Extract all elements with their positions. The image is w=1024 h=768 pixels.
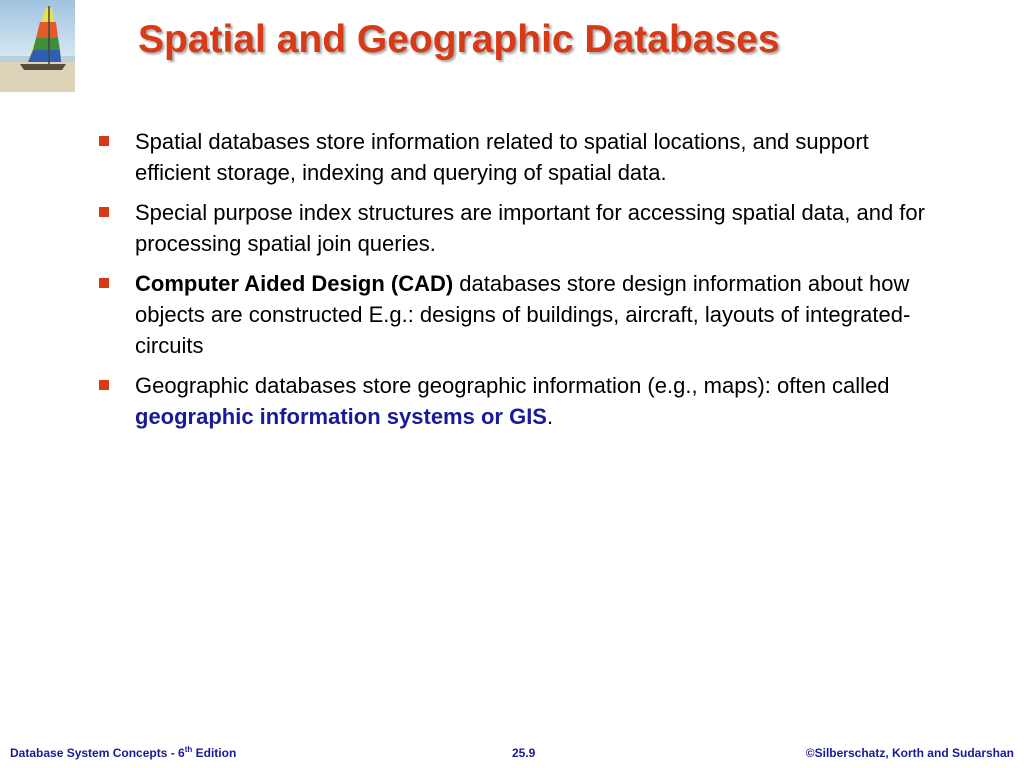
bullet-text: Special purpose index structures are important for accessing spatial data, and for processing spatial join queries. (135, 200, 925, 256)
sailboat-logo-icon (0, 0, 75, 92)
bullet-item (96, 268, 936, 361)
footer-copyright: ©Silberschatz, Korth and Sudarshan (805, 746, 1014, 760)
footer-book-title (10, 746, 236, 760)
square-bullet-icon (99, 380, 109, 390)
bullet-item (96, 197, 936, 259)
bullet-text: Spatial databases store information related to spatial locations, and support efficient storage, indexing and querying of spatial data. (135, 129, 869, 185)
footer-page-number: 25.9 (512, 746, 536, 760)
gis-highlight: geographic information systems or GIS (135, 404, 547, 429)
footer-book-sup: th (184, 745, 193, 754)
bullet-list (96, 126, 936, 441)
square-bullet-icon (99, 278, 109, 288)
bullet-item (96, 126, 936, 188)
bullet-bold-lead: Computer Aided Design (CAD) (135, 271, 454, 296)
footer-book-main: Database System Concepts - 6 (10, 746, 185, 760)
bullet-item (96, 370, 936, 432)
square-bullet-icon (99, 136, 109, 146)
bullet-tail: . (546, 404, 554, 429)
bullet-text: Geographic databases store geographic information (e.g., maps): often called (135, 373, 890, 398)
footer-book-tail: Edition (192, 746, 237, 760)
page-title: Spatial and Geographic Databases (138, 18, 780, 61)
square-bullet-icon (99, 207, 109, 217)
bullet-text: databases store design information about how objects are constructed E.g.: designs of buildings, aircraft, layouts of integrated-circuits (135, 271, 911, 358)
